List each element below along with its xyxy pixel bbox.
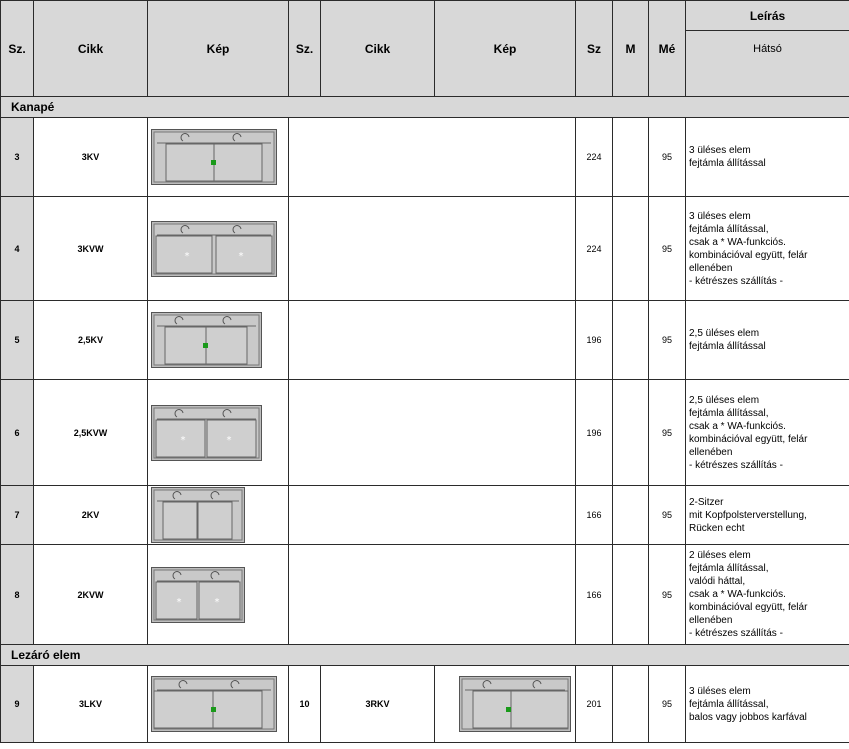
description-line: - kétrészes szállítás -: [689, 275, 783, 287]
depth-value: 95: [649, 545, 686, 645]
article-code: 3KV: [34, 118, 148, 197]
section-title-lezaro-elem: Lezáró elem: [1, 645, 849, 666]
svg-text:*: *: [176, 596, 182, 608]
height-value: [613, 197, 649, 301]
row-number-2: 10: [289, 666, 321, 743]
sofa-3-seat-left-arm-icon: [148, 666, 289, 743]
empty-cell: [289, 118, 576, 197]
description-line: - kétrészes szállítás -: [689, 459, 783, 471]
empty-cell: [289, 545, 576, 645]
table-row: [1, 545, 849, 645]
sofa-2-5-seat-wa-icon: [148, 380, 289, 486]
description-line: 2 üléses elem: [689, 550, 751, 561]
description-line: ellenében: [689, 262, 733, 274]
article-code: 2,5KVW: [34, 380, 148, 486]
header-width: Sz: [576, 1, 613, 97]
description-line: 2,5 üléses elem: [689, 394, 760, 406]
header-cikk: Cikk: [34, 1, 148, 97]
description: [686, 545, 849, 645]
width-value: 224: [576, 118, 613, 197]
sofa-3-seat-wa-icon: [148, 197, 289, 301]
description-line: 3 üléses elem: [689, 685, 751, 697]
header-sz: Sz.: [1, 1, 34, 97]
description-line: fejtámla állítással,: [689, 223, 769, 235]
description-line: - kétrészes szállítás -: [689, 628, 783, 639]
section-title-kanape: Kanapé: [1, 97, 849, 118]
header-sz-2: Sz.: [289, 1, 321, 97]
description: [686, 197, 849, 301]
height-value: [613, 380, 649, 486]
table-row: [1, 301, 849, 380]
sofa-2-seat-wa-icon: [148, 545, 289, 645]
table-row: [1, 197, 849, 301]
description: [686, 666, 849, 743]
description: [686, 118, 849, 197]
svg-text:*: *: [226, 434, 232, 446]
width-value: 201: [576, 666, 613, 743]
row-number: 6: [1, 380, 34, 486]
svg-text:*: *: [180, 434, 186, 446]
description: [686, 486, 849, 545]
header-leiras: Leírás: [686, 1, 849, 31]
row-number: 3: [1, 118, 34, 197]
description: [686, 301, 849, 380]
description-line: 3 üléses elem: [689, 145, 751, 156]
width-value: 196: [576, 380, 613, 486]
empty-cell: [289, 380, 576, 486]
header-depth: Mé: [649, 1, 686, 97]
description-line: ellenében: [689, 446, 733, 458]
height-value: [613, 301, 649, 380]
depth-value: 95: [649, 666, 686, 743]
article-code-2: 3RKV: [321, 666, 435, 743]
depth-value: 95: [649, 118, 686, 197]
description-line: csak a * WA-funkciós.: [689, 589, 786, 600]
header-kep: Kép: [148, 1, 289, 97]
description-line: kombinációval együtt, felár: [689, 249, 808, 261]
table-row: [1, 666, 849, 743]
description-line: fejtámla állítással,: [689, 698, 769, 710]
depth-value: 95: [649, 197, 686, 301]
description: [686, 380, 849, 486]
description-line: ellenében: [689, 615, 733, 626]
sofa-2-seat-icon: [148, 486, 289, 545]
description-line: fejtámla állítással: [689, 158, 766, 169]
article-code: 2,5KV: [34, 301, 148, 380]
height-value: [613, 118, 649, 197]
header-hatso: Hátsó: [686, 31, 849, 97]
description-line: 2-Sitzer: [689, 496, 724, 508]
description-line: valódi háttal,: [689, 576, 746, 587]
description-line: fejtámla állítással,: [689, 407, 769, 419]
article-code: 2KVW: [34, 545, 148, 645]
header-kep-2: Kép: [435, 1, 576, 97]
description-line: csak a * WA-funkciós.: [689, 236, 786, 248]
table-row: [1, 118, 849, 197]
description-line: kombinációval együtt, felár: [689, 602, 808, 613]
article-code: 3KVW: [34, 197, 148, 301]
row-number: 4: [1, 197, 34, 301]
width-value: 196: [576, 301, 613, 380]
width-value: 166: [576, 545, 613, 645]
height-value: [613, 545, 649, 645]
empty-cell: [289, 486, 576, 545]
width-value: 224: [576, 197, 613, 301]
width-value: 166: [576, 486, 613, 545]
empty-cell: [289, 301, 576, 380]
sofa-3-seat-right-arm-icon: [435, 666, 576, 743]
description-line: fejtámla állítással,: [689, 563, 769, 574]
row-number: 7: [1, 486, 34, 545]
article-code: 2KV: [34, 486, 148, 545]
description-line: balos vagy jobbos karfával: [689, 711, 807, 723]
article-code: 3LKV: [34, 666, 148, 743]
description-line: fejtámla állítással: [689, 341, 766, 352]
empty-cell: [289, 197, 576, 301]
description-line: csak a * WA-funkciós.: [689, 420, 786, 432]
svg-text:*: *: [214, 596, 220, 608]
svg-text:*: *: [184, 250, 190, 262]
depth-value: 95: [649, 486, 686, 545]
table-row: [1, 486, 849, 545]
height-value: [613, 486, 649, 545]
row-number: 9: [1, 666, 34, 743]
height-value: [613, 666, 649, 743]
header-cikk-2: Cikk: [321, 1, 435, 97]
description-line: 2,5 üléses elem: [689, 328, 760, 339]
description-line: kombinációval együtt, felár: [689, 433, 808, 445]
description-line: 3 üléses elem: [689, 210, 751, 222]
table-row: [1, 380, 849, 486]
header-height: M: [613, 1, 649, 97]
depth-value: 95: [649, 380, 686, 486]
description-line: Rücken echt: [689, 522, 745, 534]
row-number: 8: [1, 545, 34, 645]
svg-text:*: *: [238, 250, 244, 262]
row-number: 5: [1, 301, 34, 380]
depth-value: 95: [649, 301, 686, 380]
sofa-2-5-seat-icon: [148, 301, 289, 380]
sofa-3-seat-icon: [148, 118, 289, 197]
description-line: mit Kopfpolsterverstellung,: [689, 509, 807, 521]
